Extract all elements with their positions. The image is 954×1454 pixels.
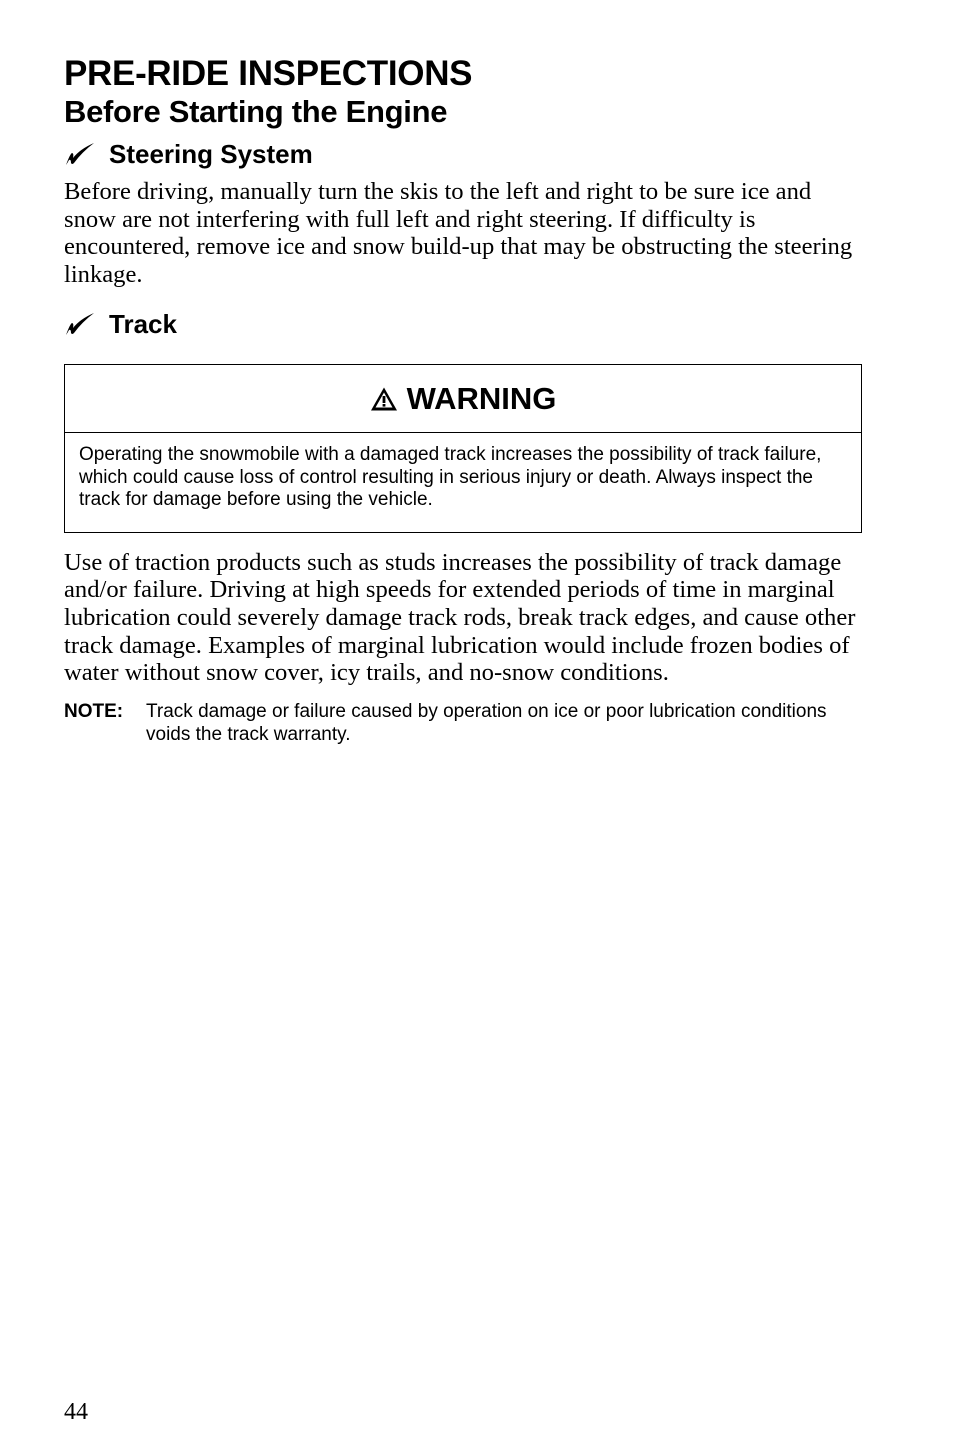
track-heading-label: Track	[109, 309, 177, 340]
warning-triangle-icon	[370, 386, 398, 412]
section-title: Before Starting the Engine	[64, 94, 448, 129]
track-section	[64, 308, 864, 746]
steering-heading-label: Steering System	[109, 139, 313, 169]
track-paragraph: Use of traction products such as studs increases the possibility of track damage and/or failure. Driving at high speeds for extended periods of time in marginal lubrication could severely damage track rods, break track edges, and cause other track damage. Examples of marginal lubrication would include frozen bodies of water without snow cover, icy trails, and no-snow conditions.	[64, 548, 856, 687]
checkmark-icon	[64, 311, 96, 337]
checkmark-icon	[64, 141, 96, 167]
steering-paragraph: Before driving, manually turn the skis to the left and right to be sure ice and snow are not interfering with full left and right steering. If difficulty is encountered, remove ice and snow build-up that may be obstructing the steering linkage.	[64, 178, 853, 288]
warning-title: WARNING	[406, 380, 557, 416]
warning-text: Operating the snowmobile with a damaged track increases the possibility of track failure, which could cause loss of control resulting in serious injury or death. Always inspect the track for damage before using the vehicle.	[79, 444, 822, 511]
track-heading	[64, 308, 864, 340]
note	[64, 700, 864, 747]
note-label: NOTE:	[64, 700, 124, 722]
page-title: PRE-RIDE INSPECTIONS	[64, 54, 473, 93]
warning-box	[64, 364, 862, 533]
note-text: Track damage or failure caused by operation on ice or poor lubrication conditions voids the track warranty.	[146, 700, 827, 746]
steering-section	[64, 138, 864, 288]
page-number: 44	[64, 1399, 88, 1425]
steering-heading	[64, 138, 864, 170]
manual-page	[64, 54, 864, 747]
warning-header	[65, 365, 861, 433]
